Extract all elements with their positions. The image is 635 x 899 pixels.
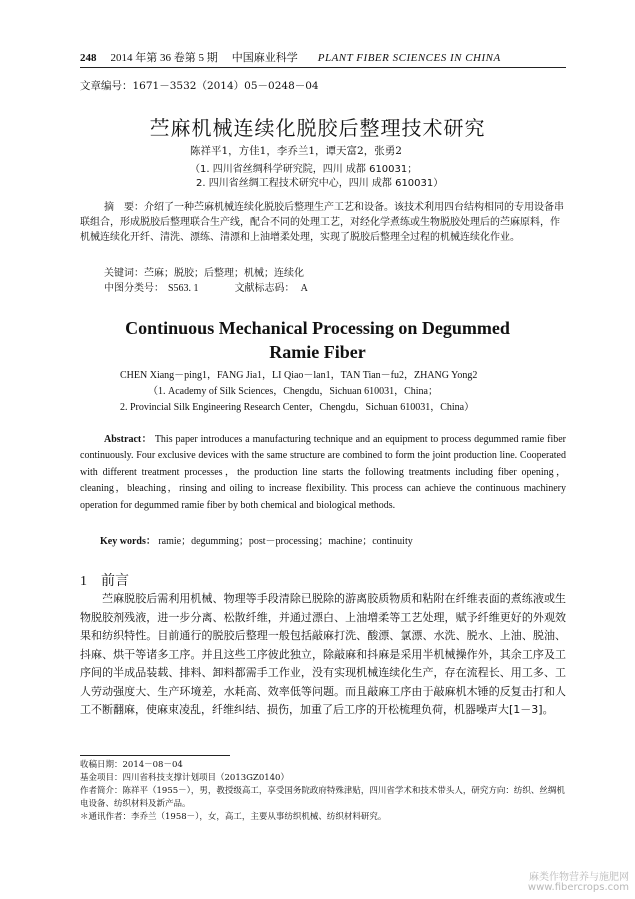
running-header: [80, 49, 550, 65]
footnote-rule: [80, 755, 230, 756]
clc-value: S563. 1: [168, 283, 199, 294]
affiliation-en-1: （1. Academy of Silk Sciences，Chengdu，Sichuan 610031，China；: [148, 386, 438, 397]
body-text: 苎麻脱胶后需利用机械、物理等手段清除已脱除的游离胶质物质和粘附在纤维表面的煮练液或生物脱胶剂残液，进一步分离、松散纤维，并通过漂白、上油增柔等工艺处理，赋予纤维更好的外观效果和纺织特性。目前通行的脱胶后整理一般包括敲麻打洗、酸漂、氯漂、水洗、脱水、上油、脱油、抖麻、烘干等诸多工序。并且这些工序彼此独立，除敲麻和抖麻是采用半机械操作外，其余工序及工序间的半成品装载、排料、卸料都需手工作业，没有实现机械连续化生产，存在流程长、用工多、工人劳动强度大、生产环境差，水耗高、效率低等问题。而且敲麻工序由于敲麻机木锤的反复击打和人工不断翻麻，使麻束凌乱，纤维纠结、损伤，加重了后工序的开松梳理负荷，机器噪声大[1－3]。: [80, 592, 566, 716]
section-title: 前言: [101, 573, 129, 589]
clc-label: 中图分类号：: [104, 283, 164, 294]
affiliation-cn-1: （1. 四川省丝绸科学研究院，四川 成都 610031；: [190, 164, 418, 175]
authors-cn: 陈祥平1，方佳1，李乔兰1，谭天富2，张勇2: [190, 145, 402, 157]
footnotes: [80, 759, 566, 824]
footnote-received: 收稿日期：2014－08－04: [80, 760, 183, 770]
title-en-line-2: Ramie Fiber: [269, 342, 366, 362]
abstract-en-text: This paper introduces a manufacturing technique and an equipment to process degummed ramie fiber continuously. Four exclusive devices with the same structure are combined to form the joint production line. Cooperated with different treatment processes，the production line starts the following treatments including fiber opening，cleaning，bleaching，rinsing and oiling to increase flexibility. This process can achieve the continuous machinery operation for degummed ramie fiber by both chemical and biological methods.: [80, 434, 566, 511]
body-paragraph: [80, 590, 566, 720]
classification: [104, 279, 308, 294]
authors-en: CHEN Xiang－ping1，FANG Jia1，LI Qiao－lan1，TAN Tian－fu2，ZHANG Yong2: [120, 370, 478, 381]
title-cn: 苎麻机械连续化脱胶后整理技术研究: [149, 116, 486, 140]
keywords-en-text: ramie；degumming；post－processing；machine；continuity: [158, 536, 413, 547]
journal-name-en: PLANT FIBER SCIENCES IN CHINA: [317, 52, 501, 64]
abstract-cn-label: 摘 要：: [104, 202, 144, 213]
footnote-corresponding: ＊通讯作者：李乔兰（1958－），女，高工，主要从事纺织机械、纺织材料研究。: [80, 812, 387, 822]
header-rule: [80, 67, 566, 68]
watermark-url: www.fibercrops.com: [527, 882, 629, 893]
affiliation-cn-2: 2. 四川省丝绸工程技术研究中心，四川 成都 610031）: [196, 178, 444, 189]
title-en: [0, 316, 635, 364]
doc-code-label: 文献标志码：: [234, 283, 295, 294]
page-number: 248: [80, 52, 97, 64]
journal-name-cn: 中国麻业科学: [231, 51, 298, 64]
watermark-site-name: 麻类作物营养与施肥网: [529, 872, 629, 883]
keywords-en-label: Key words：: [100, 536, 156, 547]
keywords-cn: [104, 264, 304, 279]
doc-code-value: A: [300, 283, 308, 294]
keywords-cn-text: 苎麻；脱胶；后整理；机械；连续化: [144, 268, 304, 279]
keywords-cn-label: 关键词：: [104, 268, 144, 279]
affiliation-en-2: 2. Provincial Silk Engineering Research Center，Chengdu，Sichuan 610031，China）: [120, 402, 475, 413]
section-heading: [80, 570, 129, 590]
abstract-en: [80, 432, 566, 514]
keywords-en: [100, 532, 413, 547]
abstract-cn-text: 介绍了一种苎麻机械连续化脱胶后整理生产工艺和设备。该技术利用四台结构相同的专用设备串联组合，形成脱胶后整理联合生产线，配合不同的处理工艺，对经化学煮练或生物脱胶处理后的苎麻原料，作机械连续化开纤、清洗、漂练、清漂和上油增柔处理，实现了脱胶后整理全过程的机械连续化作业。: [80, 202, 564, 243]
issue-info: 2014 年第 36 卷第 5 期: [110, 52, 218, 64]
footnote-fund: 基金项目：四川省科技支撑计划项目（2013GZ0140）: [80, 773, 289, 783]
article-id: 文章编号：1671－3532（2014）05－0248－04: [80, 80, 319, 92]
footnote-author: 作者简介：陈祥平（1955－），男，教授级高工，享受国务院政府特殊津贴，四川省学术和技术带头人，研究方向：纺织、丝绸机电设备、纺织材料及新产品。: [80, 786, 565, 809]
abstract-en-label: Abstract：: [104, 434, 153, 445]
title-en-line-1: Continuous Mechanical Processing on Degummed: [125, 318, 510, 338]
abstract-cn: [80, 200, 565, 245]
section-number: 1: [80, 574, 87, 589]
